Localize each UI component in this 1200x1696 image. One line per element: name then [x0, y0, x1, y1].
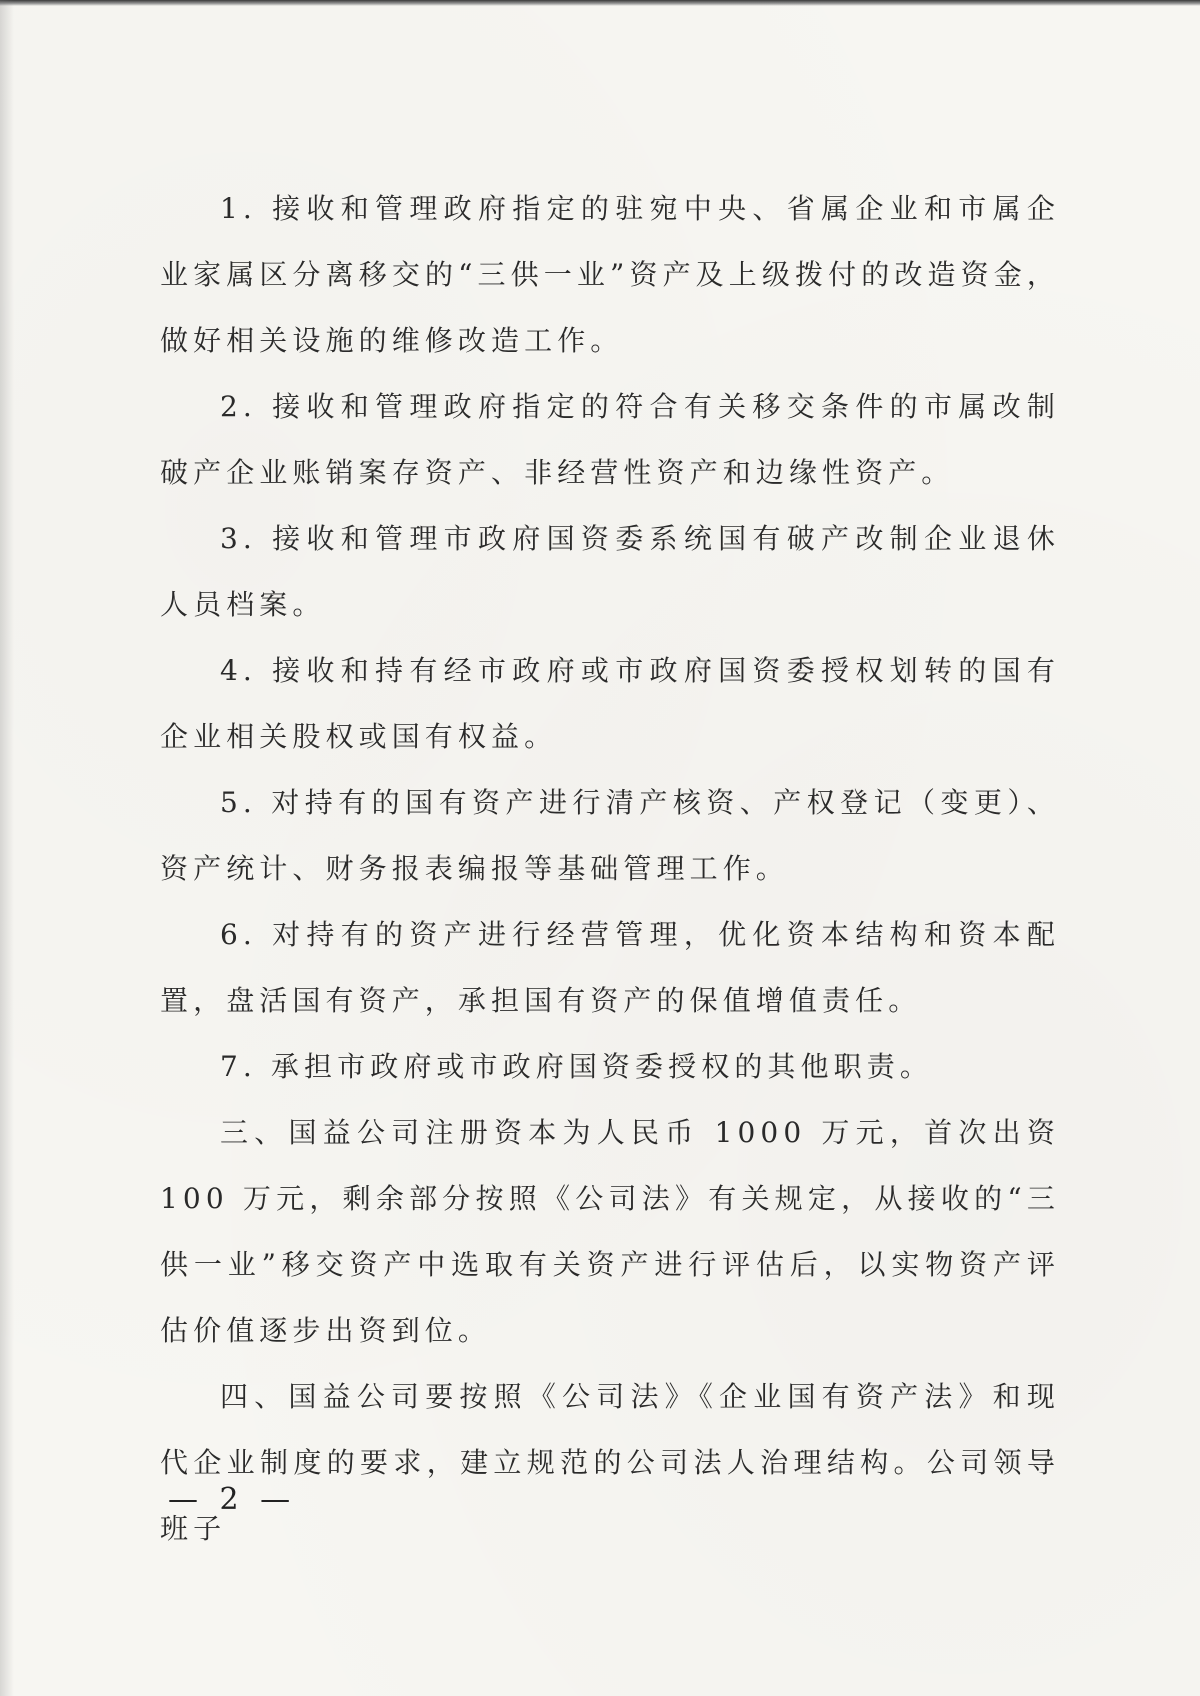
paragraph-section-4: 四、国益公司要按照《公司法》《企业国有资产法》和现代企业制度的要求，建立规范的公司法人治理结构。公司领导班子 [160, 1380, 1060, 1545]
paragraph-item-4: 4. 接收和持有经市政府或市政府国资委授权划转的国有企业相关股权或国有权益。 [160, 654, 1060, 753]
paragraph-item-2: 2. 接收和管理政府指定的符合有关移交条件的市属改制破产企业账销案存资产、非经营性资产和边缘性资产。 [160, 390, 1060, 489]
paragraph-item-6: 6. 对持有的资产进行经营管理，优化资本结构和资本配置，盘活国有资产，承担国有资产的保值增值责任。 [160, 918, 1060, 1017]
page-number: — 2 — [168, 1482, 297, 1517]
paragraph-item-1: 1. 接收和管理政府指定的驻宛中央、省属企业和市属企业家属区分离移交的“三供一业”资产及上级拨付的改造资金，做好相关设施的维修改造工作。 [160, 192, 1060, 357]
scan-top-edge [0, 0, 1200, 6]
document-body [160, 176, 1060, 1562]
paragraph-item-5: 5. 对持有的国有资产进行清产核资、产权登记（变更）、资产统计、财务报表编报等基础管理工作。 [160, 786, 1060, 885]
paragraph-item-7: 7. 承担市政府或市政府国资委授权的其他职责。 [220, 1050, 933, 1083]
paragraph-section-3: 三、国益公司注册资本为人民币 1000 万元，首次出资 100 万元，剩余部分按照《公司法》有关规定，从接收的“三供一业”移交资产中选取有关资产进行评估后，以实物资产评估价值逐步出资到位。 [160, 1116, 1060, 1347]
paragraph-item-3: 3. 接收和管理市政府国资委系统国有破产改制企业退休人员档案。 [160, 522, 1060, 621]
scan-left-edge [0, 0, 14, 1696]
